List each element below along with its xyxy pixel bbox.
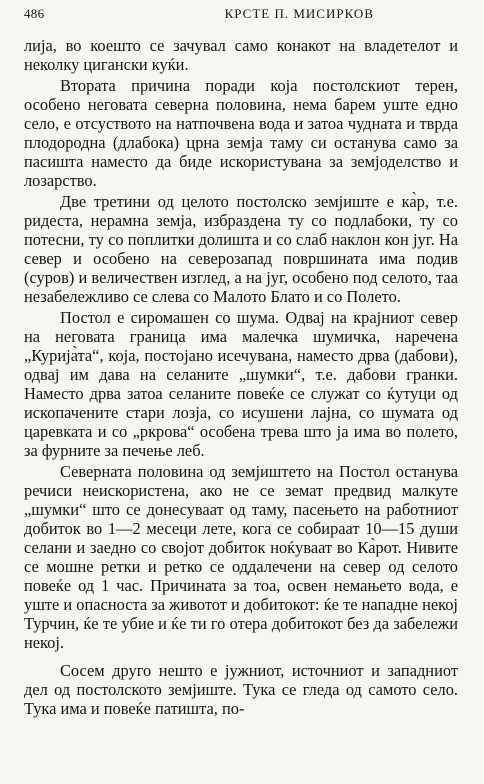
running-head-author: КРСТЕ П. МИСИРКОВ [224, 6, 374, 21]
paragraph: Две третини од целото постолско земјиште е ка̀р, т.е. ридеста, нерамна земја, избраздена ту со подлабоки, ту со потесни, ту со поплитки долишта и со слаб наклон кон југ. На север и особено на северозапад површината има подив (суров) и величествен изглед, а на југ, особено под селото, таа незабележливо се слева со Малото Блато и со Полето. [24, 192, 458, 306]
paragraph-continuation: лија, во коешто се зачувал само конакот на владетелот и неколку цигански куќи. [24, 36, 458, 74]
paragraph: Северната половина од земјиштето на Постол останува речиси неискористена, ако не се земат предвид малкуте „шумки“ што се донесуваат од таму, пасењето на работниот добиток во 1—2 месеци лете, кога се собираат 10—15 души селани и заедно со својот добиток ноќуваат во Ка̀рот. Нивите се мошне ретки и ретко се оддалечени на север од селото повеќе од 1 час. Причината за тоа, освен немањето вода, е уште и опасноста за животот и добитокот: ќе те нападне некој Турчин, ќе те убие и ќе ти го отера добитокот без да забележи некој. [24, 462, 458, 652]
body-text [24, 36, 458, 718]
page-number: 486 [24, 6, 45, 21]
running-head [24, 6, 458, 28]
paragraph: Втората причина поради која постолскиот терен, особено неговата северна половина, нема барем уште едно село, е отсуството на натпочвена вода и затоа чудната и тврда плодородна (длабока) црна земја таму си останува само за пасишта наместо да биде искористувана за земјоделство и лозарство. [24, 76, 458, 190]
paragraph: Постол е сиромашен со шума. Одвај на крајниот север на неговата граница има малечка шумичка, наречена „Курија̀та“, која, постојано исечувана, наместо дрва (дабови), одвај им дава на селаните „шумки“, т.е. дабови гранки. Наместо дрва затоа селаните повеќе се служат со ќутуци од ископачените стари лозја, со исушени лајна, со шумата од царевката и со „ркрова“ особена трева што ја има во полето, за фурните за печење леб. [24, 308, 458, 460]
paragraph: Сосем друго нешто е јужниот, источниот и западниот дел од постолското земјиште. Тука се гледа од самото село. Тука има и повеќе патишта, по- [24, 661, 458, 718]
